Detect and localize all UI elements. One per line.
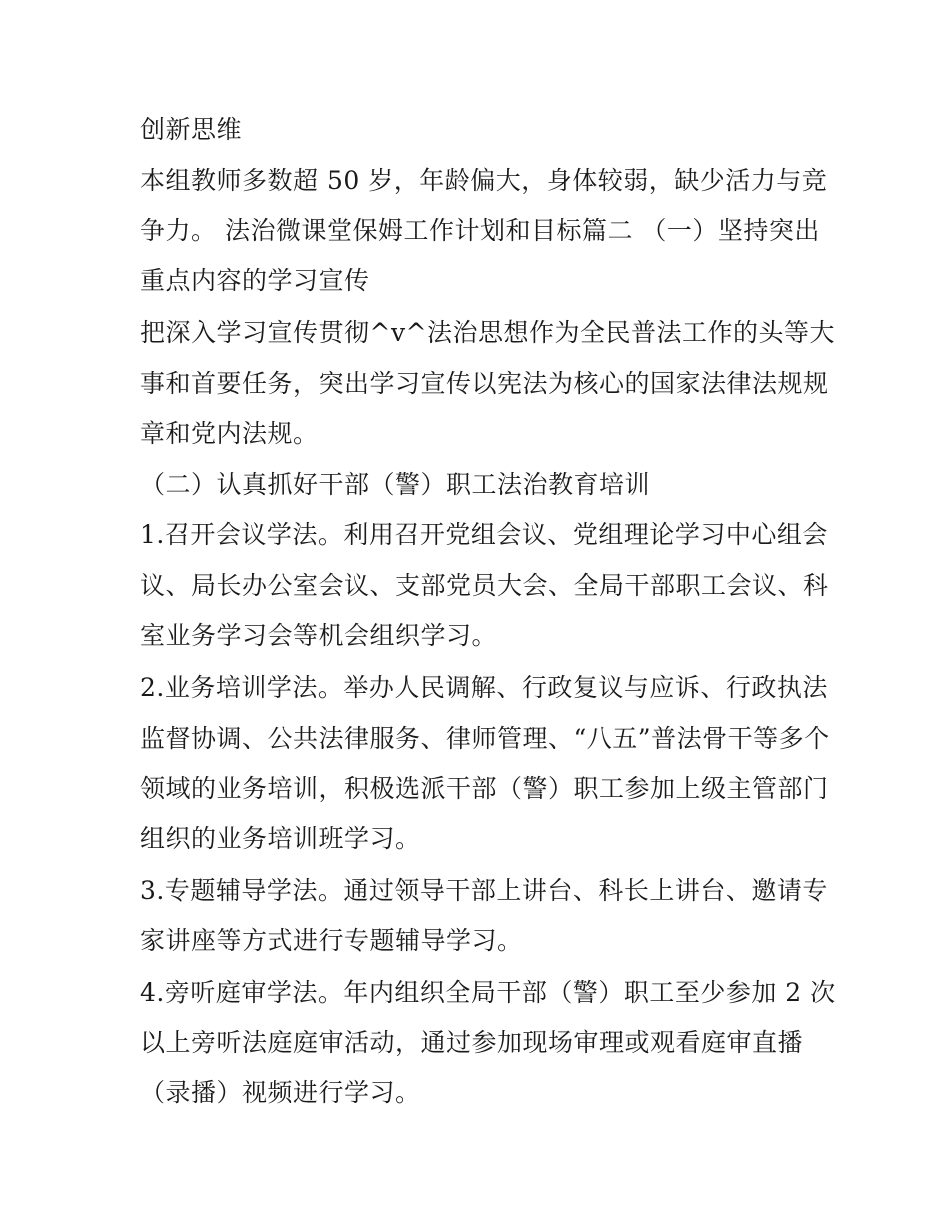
text-line: 4.旁听庭审学法。年内组织全局干部（警）职工至少参加 2 次	[140, 978, 836, 1007]
text-line: 室业务学习会等机会组织学习。	[140, 621, 498, 650]
text-line: 本组教师多数超 50 岁，年龄偏大，身体较弱，缺少活力与竞	[140, 166, 828, 195]
text-line: 把深入学习宣传贯彻^v^法治思想作为全民普法工作的头等大	[140, 318, 836, 347]
text-line: 2.业务培训学法。举办人民调解、行政复议与应诉、行政执法	[140, 673, 828, 702]
text-line: 重点内容的学习宣传	[140, 266, 370, 295]
text-line: 争力。 法治微课堂保姆工作计划和目标篇二 （一）坚持突出	[140, 216, 820, 245]
text-line: 以上旁听法庭庭审活动，通过参加现场审理或观看庭审直播	[140, 1028, 804, 1057]
text-line: 章和党内法规。	[140, 419, 319, 448]
text-line: 3.专题辅导学法。通过领导干部上讲台、科长上讲台、邀请专	[140, 876, 828, 905]
text-line: 家讲座等方式进行专题辅导学习。	[140, 926, 523, 955]
text-line: 创新思维	[140, 115, 243, 144]
text-line: 监督协调、公共法律服务、律师管理、“八五”普法骨干等多个	[140, 724, 830, 753]
text-line: 1.召开会议学法。利用召开党组会议、党组理论学习中心组会	[140, 520, 828, 549]
section-heading: （二）认真抓好干部（警）职工法治教育培训	[140, 470, 651, 499]
text-line: 事和首要任务，突出学习宣传以宪法为核心的国家法律法规规	[140, 369, 829, 398]
text-line: 组织的业务培训班学习。	[140, 824, 421, 853]
text-line: （录播）视频进行学习。	[140, 1078, 421, 1107]
text-line: 领域的业务培训，积极选派干部（警）职工参加上级主管部门	[140, 774, 829, 803]
text-line: 议、局长办公室会议、支部党员大会、全局干部职工会议、科	[140, 571, 829, 600]
